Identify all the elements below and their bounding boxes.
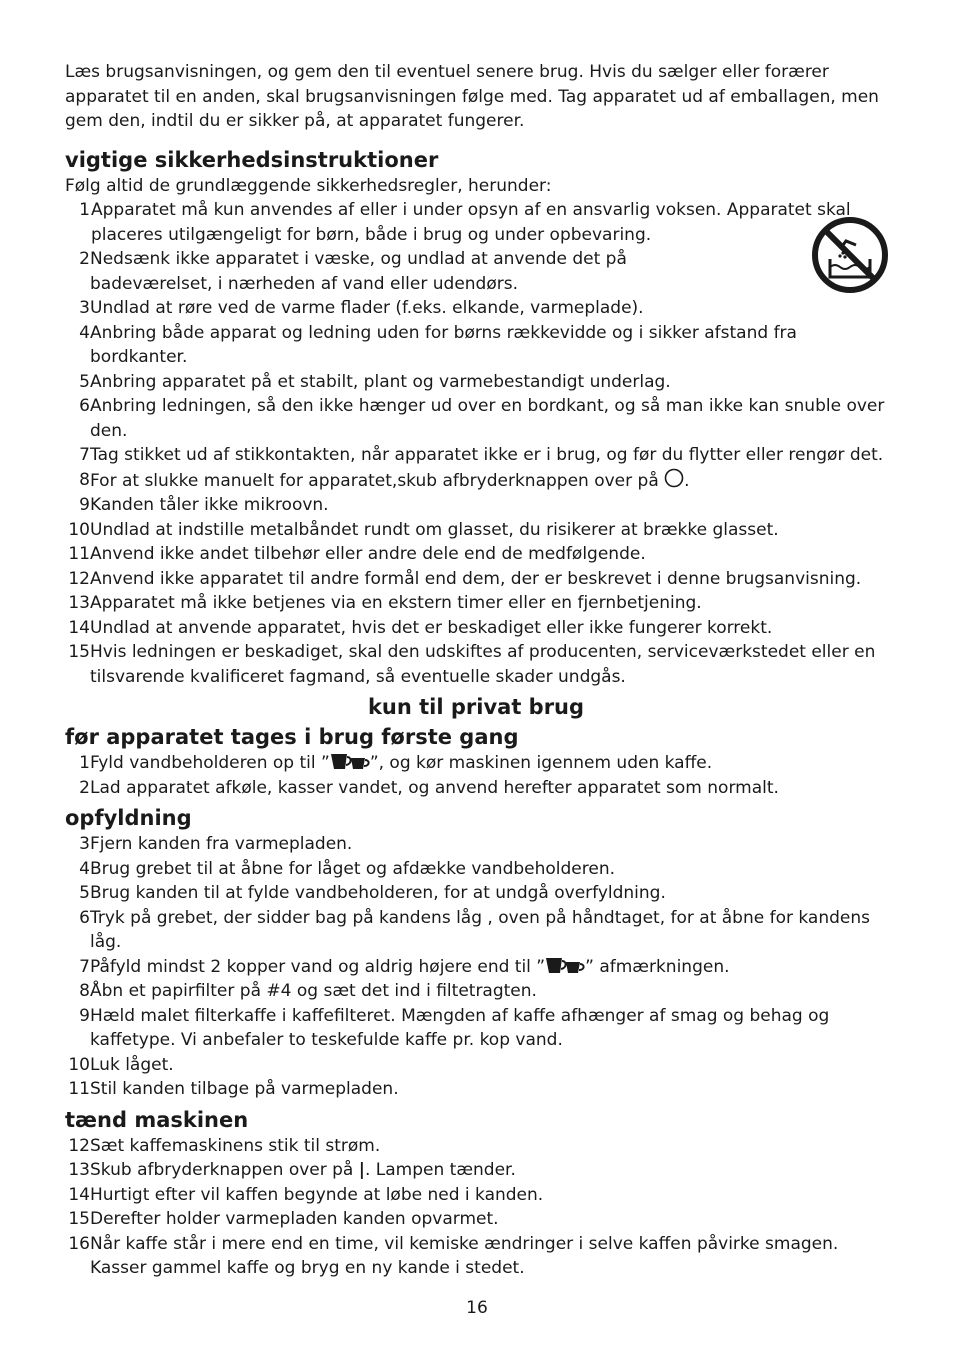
switch-on-heading: tænd maskinen xyxy=(65,1107,249,1132)
list-item: 15 Derefter holder varmepladen kanden opvarmet. xyxy=(68,1209,499,1229)
two-cups-icon xyxy=(330,753,370,771)
manual-page xyxy=(65,60,887,1281)
list-item: 14 Hurtigt efter vil kaffen begynde at løbe ned i kanden. xyxy=(68,1184,544,1205)
list-item: 13 Apparatet må ikke betjenes via en ekstern timer eller en fjernbetjening. xyxy=(68,593,702,613)
first-use-list xyxy=(65,751,887,800)
no-water-icon xyxy=(810,215,890,295)
list-item: 14 Undlad at anvende apparatet, hvis det er beskadiget eller ikke fungerer korrekt. xyxy=(68,617,773,638)
two-cups-icon xyxy=(545,957,585,975)
list-item: 16 Når kaffe står i mere end en time, vil kemiske ændringer i selve kaffen påvirke smagen. Kasser gammel kaffe og bryg en ny kande i stedet. xyxy=(68,1233,839,1278)
list-item: 11 Stil kanden tilbage på varmepladen. xyxy=(68,1079,399,1099)
on-mark: | xyxy=(358,1160,365,1180)
list-item: 2 Lad apparatet afkøle, kasser vandet, og anvend herefter apparatet som normalt. xyxy=(79,777,779,798)
list-item: 7 Tag stikket ud af stikkontakten, når apparatet ikke er i brug, og før du flytter eller rengør det. xyxy=(79,445,884,465)
list-item: 8 Åbn et papirfilter på #4 og sæt det ind i filtetragten. xyxy=(79,981,537,1001)
list-item: 1 Fyld vandbeholderen op til ” ”, og kør maskinen igennem uden kaffe. xyxy=(79,753,713,773)
list-item: 5 Brug kanden til at fylde vandbeholderen, for at undgå overfyldning. xyxy=(79,883,666,903)
list-item: 3 Fjern kanden fra varmepladen. xyxy=(79,834,353,854)
list-item: 1 Apparatet må kun anvendes af eller i under opsyn af en ansvarlig voksen. Apparatet skal placeres utilgængeligt for børn, både i brug og under opbevaring. xyxy=(79,200,851,245)
intro-paragraph: Læs brugsanvisningen, og gem den til eventuel senere brug. Hvis du sælger eller forærer apparatet til en anden, skal brugsanvisningen følge med. Tag apparatet ud af emballagen, men gem den, indtil du er sikker på, at apparatet fungerer. xyxy=(65,62,879,131)
safety-heading: vigtige sikkerhedsinstruktioner xyxy=(65,147,439,172)
list-item: 8 For at slukke manuelt for apparatet,skub afbryderknappen over på . xyxy=(79,469,690,491)
filling-list xyxy=(65,832,887,1102)
list-item: 7 Påfyld mindst 2 kopper vand og aldrig højere end til ” ” afmærkningen. xyxy=(79,956,730,977)
private-use-heading: kun til privat brug xyxy=(367,695,585,719)
list-item: 6 Tryk på grebet, der sidder bag på kandens låg , oven på håndtaget, for at åbne for kandens låg. xyxy=(79,907,871,952)
list-item: 13 Skub afbryderknappen over på |. Lampen tænder. xyxy=(68,1160,516,1180)
list-item: 4 Anbring både apparat og ledning uden for børns rækkevidde og i sikker afstand fra bordkanter. xyxy=(79,322,797,367)
list-item: 4 Brug grebet til at åbne for låget og afdække vandbeholderen. xyxy=(79,858,616,879)
safety-list xyxy=(65,198,887,689)
list-item: 6 Anbring ledningen, så den ikke hænger ud over en bordkant, og så man ikke kan snuble over den. xyxy=(79,396,885,441)
page-number: 16 xyxy=(466,1298,488,1318)
list-item: 9 Kanden tåler ikke mikroovn. xyxy=(79,495,329,515)
list-item: 9 Hæld malet filterkaffe i kaffefilteret. Mængden af kaffe afhænger af smag og behag og kaffetype. Vi anbefaler to teskefulde kaffe pr. kop vand. xyxy=(79,1005,830,1050)
first-use-heading: før apparatet tages i brug første gang xyxy=(65,725,519,749)
off-circle-icon xyxy=(664,468,684,488)
list-item: 5 Anbring apparatet på et stabilt, plant og varmebestandigt underlag. xyxy=(79,371,671,392)
switch-on-list xyxy=(65,1134,887,1281)
list-item: 15 Hvis ledningen er beskadiget, skal den udskiftes af producenten, serviceværkstedet eller en tilsvarende kvalificeret fagmand, så eventuelle skader undgås. xyxy=(68,642,876,687)
list-item: 10 Undlad at indstille metalbåndet rundt om glasset, du risikerer at brække glasset. xyxy=(68,519,779,540)
list-item: 3 Undlad at røre ved de varme flader (f.eks. elkande, varmeplade). xyxy=(79,298,644,318)
list-item: 12 Sæt kaffemaskinens stik til strøm. xyxy=(68,1135,381,1156)
list-item: 2 Nedsænk ikke apparatet i væske, og undlad at anvende det på badeværelset, i nærheden af vand eller udendørs. xyxy=(79,249,627,294)
list-item: 12 Anvend ikke apparatet til andre formål end dem, der er beskrevet i denne brugsanvisning. xyxy=(68,568,862,589)
list-item: 10 Luk låget. xyxy=(68,1054,174,1075)
list-item: 11 Anvend ikke andet tilbehør eller andre dele end de medfølgende. xyxy=(68,544,646,564)
safety-lead: Følg altid de grundlæggende sikkerhedsregler, herunder: xyxy=(65,175,552,196)
filling-heading: opfyldning xyxy=(65,806,192,830)
